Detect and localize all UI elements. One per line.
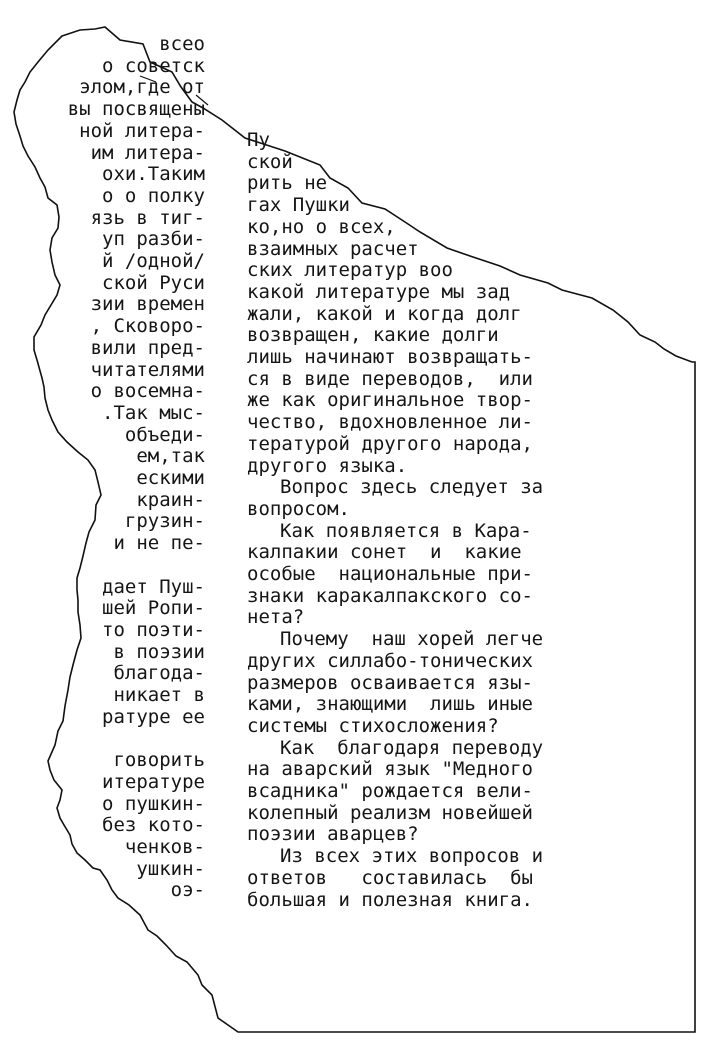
right-column-line: тературой другого народа, [247,432,533,455]
left-column-line: то поэти- [102,618,205,641]
right-column-line: жали, какой и когда долг [247,302,522,325]
left-column-line: благода- [113,662,205,685]
right-column-line: поэзии аварцев? [247,823,419,846]
right-column-line: ской [247,150,293,173]
left-column-line: говорить [113,749,205,772]
right-column-line: колепный реализм новейшей [247,801,533,824]
left-column-line: о восемна- [90,380,205,403]
left-column-line: вили пред- [90,336,205,359]
left-column-line: и не пе- [113,532,205,555]
right-column-line: какой литературе мы зад [247,280,511,303]
left-column-line: о пушкин- [102,792,205,815]
right-column-line: нета? [247,606,305,629]
right-column-line: других силлабо-тонических [247,649,533,672]
left-column-line: никает в [113,684,205,706]
right-column-line: Почему наш хорей легче [280,628,544,651]
left-column-line: всео [159,33,205,55]
left-column-line: , Сковоро- [90,315,205,338]
right-column-line: рить не [247,172,328,195]
left-column-line: уп разби- [102,228,205,251]
left-column-line: зии времен [90,293,205,316]
right-column-line: Как появляется в Кара- [280,519,532,542]
right-column-line: ских литератур воо [247,259,453,282]
left-column-line: элом,где от [79,76,205,99]
left-column-line: ченков- [124,835,205,858]
right-column-line: Пу [247,129,270,151]
left-column-line: ескими [136,467,205,489]
left-column-line: .Так мыс- [102,401,205,424]
left-column-line: ратуре ее [102,705,205,728]
left-column-line: ушкин- [136,857,205,880]
right-column-line: размеров осваивается язы- [247,671,533,694]
right-column-line: взаимных расчет [247,237,419,260]
left-column-line: ской Руси [102,271,205,294]
left-column-line: ем,так [136,445,205,468]
right-column-line: чество, вдохновленное ли- [247,411,533,434]
left-column-line: о советск [102,54,205,77]
right-column-line: знаки каракалпакского со- [247,584,533,607]
right-column-line: большая и полезная книга. [247,888,533,911]
right-column-line: системы стихосложения? [247,714,499,737]
left-column-line: й /одной/ [102,250,205,272]
right-column-line: же как оригинальное твор- [247,389,533,412]
left-column-line: о о полку [102,184,205,207]
right-column-line: ся в виде переводов, или [247,367,533,390]
left-column-line: вы посвящены [67,98,205,121]
left-column-line: ной литера- [79,119,205,142]
right-column-line: возвращен, какие долги [247,324,499,347]
left-column-line: охи.Таким [102,163,205,186]
right-column-line: на аварский язык "Медного [247,758,533,781]
right-column-line: другого языка. [247,454,408,477]
right-column-line: Вопрос здесь следует за [280,476,544,499]
left-column-line: шей Рoпи- [102,597,205,620]
right-column-line: Из всех этих вопросов и [280,845,544,868]
left-column-line: грузин- [124,510,205,533]
left-column-line: дает Пуш- [102,575,205,598]
right-column-line: гах Пушки [247,194,350,217]
right-column-line: ответов составилась бы [247,866,533,889]
left-column-line: краин- [136,488,205,511]
right-column-line: лишь начинают возвращать- [247,346,533,368]
left-column-line: им литера- [90,141,205,164]
right-column-line: Как благодаря переводу [280,736,544,759]
right-column-line: калпакии сонет и какие [247,541,522,564]
left-column-line: в поэзии [113,640,205,663]
right-column-line: ко,но о всех, [247,215,396,238]
left-column-line: читателями [90,358,205,381]
left-column-line: итературе [102,770,205,793]
right-column-line: ками, знающими лишь иные [247,693,533,716]
left-column-line: без кото- [102,814,205,837]
left-column-line: оэ- [170,879,205,902]
left-column-line: объеди- [124,423,205,446]
right-column-line: вопросом. [247,497,350,520]
right-column-line: всадника" рождается вели- [247,780,533,802]
left-column-line: язь в тиг- [90,206,205,229]
right-column-line: особые национальные при- [247,563,533,585]
